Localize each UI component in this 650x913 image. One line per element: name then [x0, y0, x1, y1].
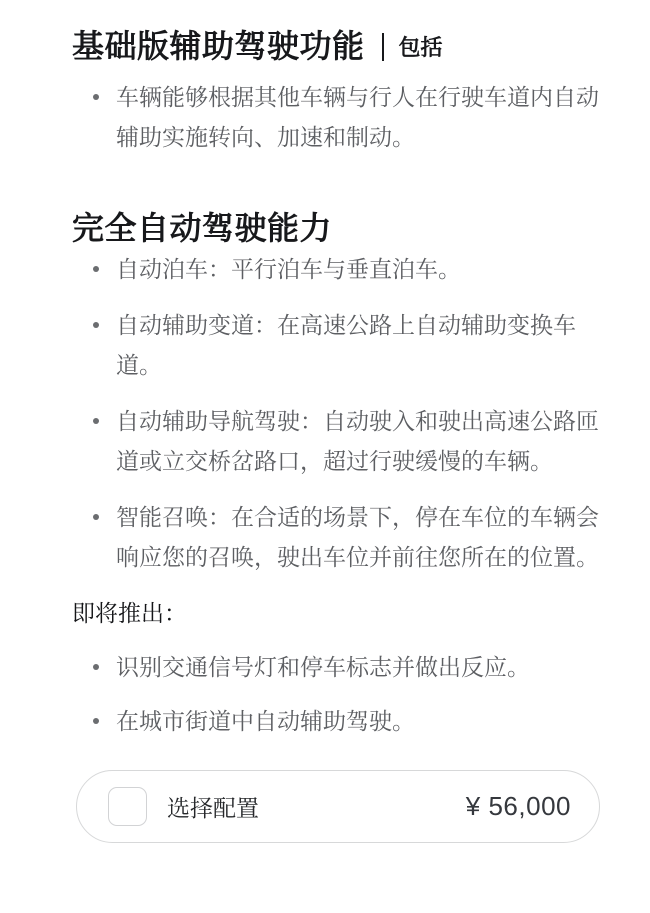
list-item: 识别交通信号灯和停车标志并做出反应。 [116, 647, 610, 687]
list-item: 自动泊车：平行泊车与垂直泊车。 [116, 249, 610, 289]
list-item: 自动辅助导航驾驶：自动驶入和驶出高速公路匝道或立交桥岔路口，超过行驶缓慢的车辆。 [116, 401, 610, 481]
option-price: ¥ 56,000 [465, 791, 571, 821]
coming-soon-section [72, 593, 610, 741]
list-item: 车辆能够根据其他车辆与行人在行驶车道内自动辅助实施转向、加速和制动。 [116, 77, 610, 157]
select-config-checkbox[interactable] [108, 787, 147, 826]
list-item: 自动辅助变道：在高速公路上自动辅助变换车道。 [116, 305, 610, 385]
coming-soon-feature-list [72, 647, 610, 741]
basic-autopilot-section [72, 27, 610, 157]
list-item: 智能召唤：在合适的场景下，停在车位的车辆会响应您的召唤，驶出车位并前往您所在的位置。 [116, 497, 610, 577]
fsd-option-select-pill[interactable] [76, 770, 600, 843]
basic-autopilot-title: 基础版辅助驾驶功能 [72, 28, 365, 64]
basic-autopilot-feature-list [72, 77, 610, 157]
fsd-section [72, 209, 610, 577]
basic-autopilot-heading-row [72, 27, 610, 65]
fsd-title: 完全自动驾驶能力 [72, 210, 333, 246]
select-config-label: 选择配置 [167, 795, 259, 821]
fsd-feature-list [72, 249, 610, 577]
list-item: 在城市街道中自动辅助驾驶。 [116, 701, 610, 741]
basic-autopilot-subtitle: 包括 [398, 34, 443, 60]
title-divider-bar [382, 33, 384, 61]
coming-soon-label: 即将推出： [72, 600, 187, 626]
